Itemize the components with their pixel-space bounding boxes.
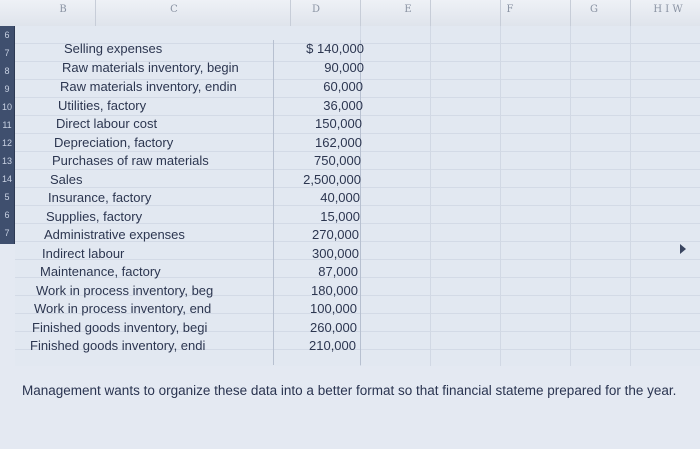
table-row-label[interactable]: Insurance, factory	[48, 190, 152, 205]
row-number[interactable]: 11	[2, 120, 12, 130]
column-header-b[interactable]: B	[59, 4, 67, 15]
grid-line	[430, 26, 431, 366]
column-header-f[interactable]: F	[506, 4, 514, 15]
table-row-value[interactable]: 15,000	[320, 209, 360, 224]
column-divider	[95, 0, 96, 26]
table-row-value[interactable]: 270,000	[312, 227, 359, 242]
table-row-label[interactable]: Administrative expenses	[44, 227, 185, 242]
row-number-gutter	[0, 26, 15, 244]
column-divider	[290, 0, 291, 26]
table-row-label[interactable]: Finished goods inventory, endi	[30, 338, 206, 353]
table-row-value[interactable]: 180,000	[311, 283, 358, 298]
row-number[interactable]: 12	[1, 138, 12, 148]
table-row-label[interactable]: Raw materials inventory, begin	[62, 60, 239, 75]
table-row-value[interactable]: 60,000	[323, 79, 363, 94]
grid-line	[570, 26, 571, 366]
table-row-label[interactable]: Selling expenses	[64, 41, 163, 56]
row-number[interactable]: 7	[4, 228, 10, 238]
table-row-value[interactable]: 36,000	[323, 98, 363, 113]
row-number[interactable]: 6	[4, 210, 10, 220]
table-row-label[interactable]: Finished goods inventory, begi	[32, 320, 208, 335]
table-row-label[interactable]: Supplies, factory	[46, 209, 143, 224]
table-row-label[interactable]: Depreciation, factory	[54, 135, 174, 150]
table-row-value[interactable]: $ 140,000	[306, 41, 364, 56]
column-divider	[360, 0, 361, 26]
column-divider	[570, 0, 571, 26]
column-header-h[interactable]: H I W	[653, 4, 683, 15]
row-number[interactable]: 5	[4, 192, 10, 202]
table-row-value[interactable]: 90,000	[324, 60, 364, 75]
table-row-value[interactable]: 162,000	[315, 135, 362, 150]
table-row-value[interactable]: 150,000	[315, 116, 362, 131]
table-row-value[interactable]: 750,000	[314, 153, 361, 168]
table-row-label[interactable]: Raw materials inventory, endin	[60, 79, 237, 94]
row-number[interactable]: 8	[4, 66, 10, 76]
question-note: Management wants to organize these data into a better format so that financial stateme prepared for the year.	[22, 383, 677, 398]
table-row-label[interactable]: Utilities, factory	[58, 98, 147, 113]
column-header-e[interactable]: E	[404, 4, 412, 15]
column-header-g[interactable]: G	[590, 4, 598, 15]
table-row-value[interactable]: 300,000	[312, 246, 359, 261]
table-row-label[interactable]: Direct labour cost	[56, 116, 158, 131]
table-row-label[interactable]: Maintenance, factory	[40, 264, 161, 279]
row-number[interactable]: 6	[4, 30, 10, 40]
table-row-value[interactable]: 87,000	[318, 264, 358, 279]
table-row-label[interactable]: Work in process inventory, beg	[36, 283, 214, 298]
table-row-label[interactable]: Indirect labour	[42, 246, 125, 261]
row-number[interactable]: 7	[4, 48, 10, 58]
row-number[interactable]: 10	[1, 102, 12, 112]
column-divider	[630, 0, 631, 26]
scroll-indicator-icon	[680, 244, 686, 254]
row-number[interactable]: 13	[1, 156, 12, 166]
table-row-value[interactable]: 2,500,000	[303, 172, 361, 187]
column-divider	[430, 0, 431, 26]
table-row-label[interactable]: Work in process inventory, end	[34, 301, 212, 316]
table-row-value[interactable]: 260,000	[310, 320, 357, 335]
grid-line	[630, 26, 631, 366]
table-row-value[interactable]: 40,000	[320, 190, 360, 205]
table-row-label[interactable]: Purchases of raw materials	[52, 153, 209, 168]
column-header-c[interactable]: C	[170, 4, 178, 15]
table-row-label[interactable]: Sales	[50, 172, 83, 187]
column-header-bar	[0, 0, 700, 27]
column-header-d[interactable]: D	[311, 4, 321, 15]
row-number[interactable]: 14	[1, 174, 12, 184]
row-number[interactable]: 9	[4, 84, 10, 94]
grid-line	[500, 26, 501, 366]
table-row-value[interactable]: 100,000	[310, 301, 357, 316]
table-row-value[interactable]: 210,000	[309, 338, 356, 353]
